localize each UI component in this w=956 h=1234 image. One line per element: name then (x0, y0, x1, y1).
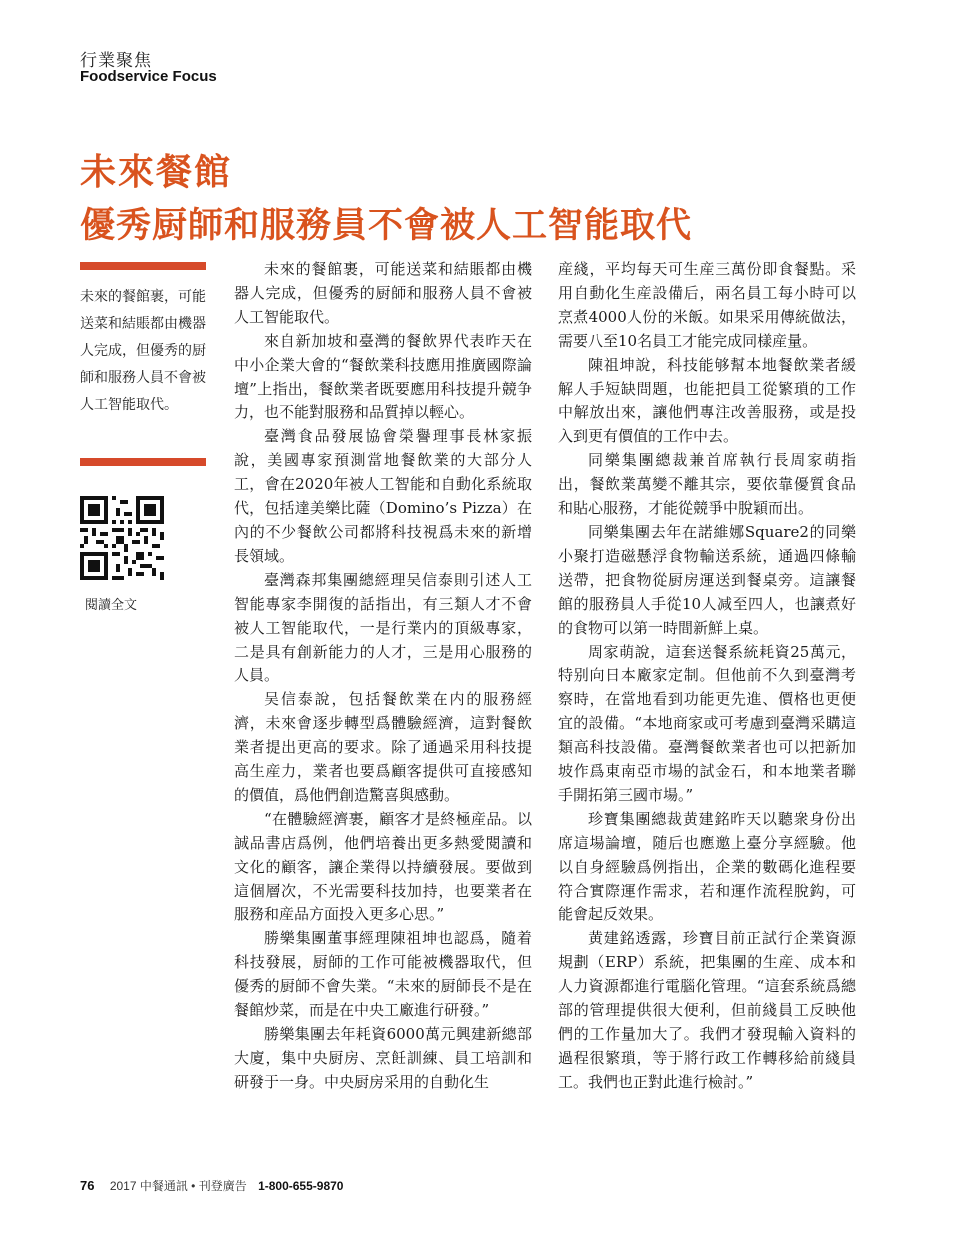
paragraph: 吴信泰說，包括餐飲業在内的服務經濟，未來會逐步轉型爲體驗經濟，這對餐飲業者提出更高的要求。除了通過采用科技提高生産力，業者也要爲顧客提供可直接感知的價值，爲他們創造驚喜與感動。 (234, 690, 532, 804)
article-title-line1: 未來餐館 (80, 151, 233, 193)
paragraph: 勝樂集團董事經理陳祖坤也認爲，隨着科技發展，厨師的工作可能被機器取代，但優秀的厨師不會失業。“未來的厨師長不是在餐館炒菜，而是在中央工廠進行研發。” (234, 929, 532, 1020)
paragraph: 臺灣食品發展協會榮譽理事長林家振說，美國專家預測當地餐飲業的大部分人工，會在2020年被人工智能和自動化系統取代，包括達美樂比薩（Domino’s Pizza）在內的不少餐飲公司都將科技視爲未來的新增長領域。 (234, 427, 532, 565)
paragraph: 勝樂集團去年耗資6000萬元興建新總部大廈，集中央厨房、烹飪訓練、員工培訓和研發于一身。中央厨房采用的自動化生 (234, 1025, 532, 1091)
paragraph: 未來的餐館裹，可能送菜和結賬都由機器人完成，但優秀的厨師和服務人員不會被人工智能取代。 (234, 260, 532, 326)
paragraph: 同樂集團總裁兼首席執行長周家萌指出，餐飲業萬變不離其宗，要依靠優質食品和貼心服務，才能從競爭中脫穎而出。 (558, 451, 856, 518)
section-label-zh: 行業聚焦 (80, 51, 152, 71)
page-footer (80, 1177, 343, 1194)
paragraph: “在體驗經濟裹，顧客才是終極産品。以誠品書店爲例，他們培養出更多熱愛閱讀和文化的顧客，讓企業得以持續發展。要做到這個層次，不光需要科技加持，也要業者在服務和産品方面投入更多心思。” (234, 809, 532, 924)
paragraph: 珍寶集團總裁黄建銘昨天以聽衆身份出席這場論壇，随后也應邀上臺分享經驗。他以自身經驗爲例指出，企業的數碼化進程要符合實際運作需求，若和運作流程脫鈎，可能會起反效果。 (558, 809, 856, 924)
paragraph: 來自新加坡和臺灣的餐飲界代表昨天在中小企業大會的“餐飲業科技應用推廣國際論壇”上指出，餐飲業者既要應用科技提升競争力，也不能對服務和品質掉以輕心。 (234, 331, 532, 422)
section-label-en: Foodservice Focus (80, 68, 217, 85)
sidebar-top-bar (80, 262, 206, 270)
pull-quote: 未來的餐館裹，可能送菜和結賬都由機器人完成，但優秀的厨師和服務人員不會被人工智能取代。 (80, 289, 206, 413)
article-column-1 (234, 258, 532, 1095)
article-title-line2: 優秀厨師和服務員不會被人工智能取代 (80, 205, 693, 246)
phone-number: 1-800-655-9870 (258, 1179, 344, 1193)
paragraph-continued: 産綫，平均每天可生産三萬份即食餐點。采用自動化生産設備后，兩名員工每小時可以烹煮4000人份的米飯。如果采用傳統做法，需要八至10名員工才能完成同樣産量。 (558, 260, 856, 350)
paragraph: 周家萌說，這套送餐系統耗資25萬元，特别向日本廠家定制。但他前不久到臺灣考察時，在當地看到功能更先進、價格也更便宜的設備。“本地商家或可考慮到臺灣采購這類高科技設備。臺灣餐飲業者也可以把新加坡作爲東南亞市場的試金石，和本地業者聯手開拓第三國市場。” (558, 642, 856, 804)
paragraph: 黄建銘透露，珍寶目前正試行企業資源規劃（ERP）系統，把集團的生産、成本和人力資源都進行電腦化管理。“這套系統爲總部的管理提供很大便利，但前綫員工反映他們的工作量加大了。我們才發現輸入資料的過程很繁瑣，等于將行政工作轉移給前綫員工。我們也正對此進行檢討。” (558, 929, 856, 1091)
publication-info: 2017 中餐通訊 • 刊登廣告 (109, 1179, 247, 1193)
paragraph: 同樂集團去年在諾維娜Square2的同樂小聚打造磁懸浮食物輸送系統，通過四條輸送帶，把食物從厨房運送到餐桌旁。這讓餐館的服務員人手從10人减至四人，也讓煮好的食物可以第一時間新鮮上桌。 (558, 522, 856, 637)
sidebar-bottom-bar (80, 458, 206, 466)
article-column-2 (558, 258, 856, 1095)
paragraph: 陳祖坤說，科技能够幫本地餐飲業者緩解人手短缺問題，也能把員工從繁瑣的工作中解放出來，讓他們專注改善服務，或是投入到更有價值的工作中去。 (558, 355, 856, 446)
qr-code-icon[interactable] (80, 496, 164, 580)
qr-label: 閱讀全文 (85, 598, 138, 613)
paragraph: 臺灣森邦集團總經理吴信泰則引述人工智能專家李開復的話指出，有三類人才不會被人工智能取代，一是行業内的頂級專家，二是具有創新能力的人才，三是用心服務的人員。 (234, 570, 532, 685)
page-number: 76 (80, 1178, 95, 1193)
